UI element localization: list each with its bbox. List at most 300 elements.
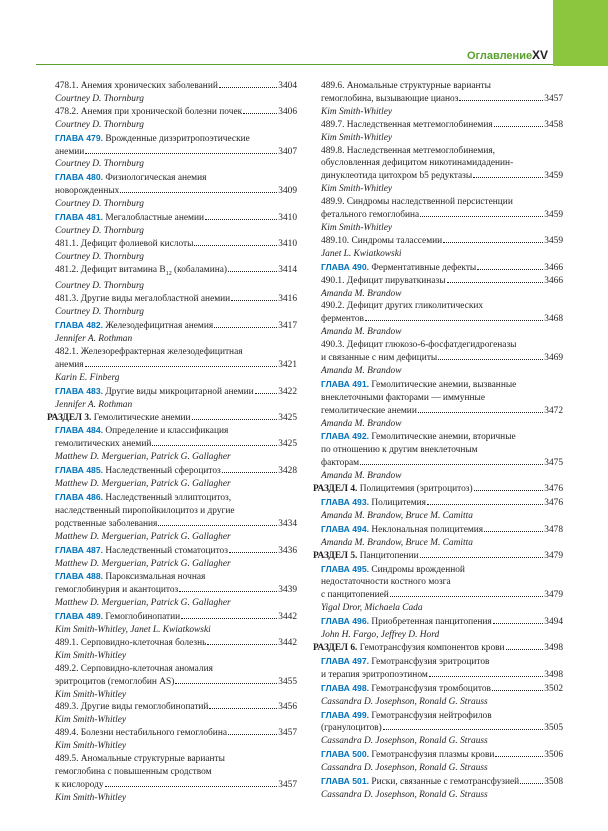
toc-page-number: 3439 <box>278 585 297 596</box>
toc-entry[interactable] <box>313 339 563 365</box>
toc-entry-line <box>55 106 297 119</box>
dot-leader <box>495 756 543 757</box>
dot-leader <box>473 177 543 178</box>
toc-entry-line <box>321 444 563 457</box>
toc-page-number: 3466 <box>544 262 563 273</box>
toc-entry-title: анемии <box>55 146 85 157</box>
toc-entry[interactable] <box>47 293 297 306</box>
dot-leader <box>243 113 277 114</box>
toc-entry-title: ГЛАВА 489. Гемоглобинопатии <box>55 611 181 623</box>
toc-author: Kim Smith-Whitley <box>321 106 393 117</box>
toc-page-number: 3498 <box>544 642 563 653</box>
toc-page-number: 3442 <box>278 637 297 648</box>
toc-entry-title: ГЛАВА 479. Врожденные дизэритропоэтические <box>55 132 250 144</box>
toc-entry-title: и терапия эритропоэтином <box>321 669 428 680</box>
toc-entry[interactable] <box>313 563 563 603</box>
toc-page-number: 3468 <box>544 314 563 325</box>
toc-entry-title: 489.2. Серповидно-клеточная аномалия <box>55 663 213 674</box>
toc-author: Kim Smith-Whitley <box>55 715 127 726</box>
toc-entry-line <box>321 196 563 209</box>
dot-leader <box>494 126 544 127</box>
toc-entry-title: ГЛАВА 485. Наследственный сфероцитоз <box>55 465 221 477</box>
toc-entry-line <box>55 146 297 159</box>
toc-author: Courtney D. Thornburg <box>55 225 144 236</box>
toc-entry-title: 489.8. Наследственная метгемоглобинемия, <box>321 145 495 156</box>
toc-entry-line <box>321 313 563 326</box>
toc-entry[interactable] <box>313 300 563 326</box>
toc-entry-line <box>313 550 563 563</box>
toc-entry[interactable] <box>313 709 563 736</box>
toc-entry-title: фетального гемоглобина <box>321 210 420 221</box>
toc-page-number: 3457 <box>278 728 297 739</box>
chapter-label: ГЛАВА 498. <box>321 682 372 693</box>
toc-entry-title: эритроцитов (гемоглобин AS) <box>55 676 175 687</box>
toc-entry[interactable] <box>47 80 297 93</box>
toc-entry-title: ГЛАВА 494. Неклональная полицитемия <box>321 523 484 535</box>
chapter-label: ГЛАВА 492. <box>321 431 372 442</box>
chapter-label: ГЛАВА 479. <box>55 132 106 143</box>
toc-entry-line <box>321 576 563 589</box>
toc-author: Yigal Dror, Michaela Cada <box>321 603 423 614</box>
chapter-label: ГЛАВА 482. <box>55 320 106 331</box>
toc-entry[interactable] <box>313 496 563 510</box>
dot-leader <box>222 472 278 473</box>
toc-entry[interactable] <box>47 264 297 281</box>
toc-author: Matthew D. Merguerian, Patrick G. Gallagher <box>55 479 231 490</box>
toc-author: Amanda M. Brandow <box>321 365 402 376</box>
toc-entry-title: ГЛАВА 488. Пароксизмальная ночная <box>55 571 206 583</box>
toc-author: Kim Smith-Whitley <box>55 741 127 752</box>
dot-leader <box>420 557 544 558</box>
toc-section[interactable] <box>47 412 297 425</box>
chapter-label: ГЛАВА 489. <box>55 611 106 622</box>
toc-entry[interactable] <box>47 570 297 597</box>
toc-entry[interactable] <box>313 196 563 222</box>
toc-entry-line <box>321 170 563 183</box>
toc-page-number: 3459 <box>544 235 563 246</box>
dot-leader <box>477 269 543 270</box>
chapter-label: ГЛАВА 483. <box>55 385 106 396</box>
toc-page-number: 3404 <box>278 81 297 91</box>
toc-author: Kim Smith-Whitley <box>321 222 393 233</box>
toc-entry-title: наследственный пиропойкилоцитоз и другие <box>55 505 235 516</box>
toc-author: Matthew D. Merguerian, Patrick G. Gallagher <box>55 531 231 542</box>
toc-entry-line <box>55 753 297 766</box>
toc-entry[interactable] <box>313 378 563 418</box>
dot-leader <box>229 552 277 553</box>
toc-entry[interactable] <box>47 663 297 689</box>
toc-entry-title: 489.6. Аномальные структурные варианты <box>321 81 491 91</box>
toc-entry-title: 489.3. Другие виды гемоглобинопатий <box>55 702 209 713</box>
section-label: РАЗДЕЛ 6. <box>313 642 360 653</box>
toc-section[interactable] <box>313 642 563 655</box>
toc-author: Amanda M. Brandow <box>321 471 402 482</box>
toc-entry[interactable] <box>313 682 563 696</box>
chapter-label: ГЛАВА 500. <box>321 749 372 760</box>
toc-author: Cassandra D. Josephson, Ronald G. Strauss <box>321 736 488 747</box>
dot-leader <box>429 676 543 677</box>
section-label: РАЗДЕЛ 3. <box>47 412 94 423</box>
toc-entry-line <box>55 779 297 792</box>
dot-leader <box>443 242 543 243</box>
dot-leader <box>214 327 277 328</box>
toc-author: Jennifer A. Rothman <box>55 334 133 345</box>
chapter-label: ГЛАВА 497. <box>321 655 372 666</box>
dot-leader <box>209 708 277 709</box>
toc-entry-line <box>321 80 563 93</box>
toc-author: Courtney D. Thornburg <box>55 159 144 170</box>
toc-entry-line <box>321 682 563 696</box>
toc-author: Kim Smith-Whitley <box>55 792 127 803</box>
toc-entry[interactable] <box>313 145 563 184</box>
toc-entry-line <box>55 438 297 451</box>
toc-entry[interactable] <box>47 727 297 740</box>
toc-entry-line <box>321 615 563 629</box>
toc-entry-title: ГЛАВА 499. Гемотрансфузия нейтрофилов <box>321 709 492 721</box>
toc-page-number: 3505 <box>544 723 563 734</box>
chapter-label: ГЛАВА 493. <box>321 497 372 507</box>
chapter-label: ГЛАВА 488. <box>55 571 106 582</box>
dot-leader <box>120 192 277 193</box>
chapter-label: ГЛАВА 481. <box>55 212 106 223</box>
toc-entry[interactable] <box>47 319 297 333</box>
toc-entry-line <box>321 748 563 762</box>
chapter-label: ГЛАВА 480. <box>55 172 106 183</box>
toc-author: Kim Smith-Whitley <box>55 689 127 700</box>
dot-leader <box>383 729 544 730</box>
toc-entry-title: ГЛАВА 481. Мегалобластные анемии <box>55 212 204 224</box>
toc-entry-title: ГЛАВА 483. Другие виды микроцитарной анемии <box>55 385 254 397</box>
chapter-label: ГЛАВА 485. <box>55 465 106 476</box>
section-label: РАЗДЕЛ 4. <box>313 484 360 495</box>
chapter-label: ГЛАВА 494. <box>321 523 372 534</box>
toc-page-number: 3422 <box>278 386 297 397</box>
toc-entry[interactable] <box>47 211 297 225</box>
toc-entry[interactable] <box>313 261 563 275</box>
toc-page-number: 3421 <box>278 359 297 370</box>
dot-leader <box>360 464 543 465</box>
toc-entry-line <box>321 655 563 669</box>
toc-entry-title: 490.3. Дефицит глюкозо-6-фосфатдегидрогеназы <box>321 340 517 351</box>
toc-entry-title: 489.5. Аномальные структурные варианты <box>55 754 225 765</box>
toc-entry-line <box>321 235 563 248</box>
toc-entry-title: ГЛАВА 487. Наследственный стоматоцитоз <box>55 544 228 556</box>
toc-entry-title: РАЗДЕЛ 6. Гемотрансфузия компонентов крови <box>313 642 505 653</box>
toc-author: Matthew D. Merguerian, Patrick G. Gallagher <box>55 558 231 569</box>
toc-entry-line <box>55 464 297 478</box>
toc-entry-line <box>321 93 563 106</box>
section-label: РАЗДЕЛ 5. <box>313 550 360 561</box>
toc-page-number: 3410 <box>278 213 297 224</box>
toc-author: Amanda M. Brandow, Bruce M. Camitta <box>321 537 473 548</box>
toc-entry[interactable] <box>47 106 297 119</box>
toc-entry-title: 490.1. Дефицит пируваткиназы <box>321 275 446 286</box>
dot-leader <box>231 300 277 301</box>
toc-page-number: 3425 <box>278 412 297 423</box>
toc-entry-title: гемоглобина, вызывающие цианоз <box>321 93 459 104</box>
dot-leader <box>493 623 544 624</box>
toc-entry-title: ГЛАВА 501. Риски, связанные с гемотрансфузией <box>321 776 520 788</box>
dot-leader <box>484 531 543 532</box>
toc-author: Karin E. Finberg <box>55 372 120 383</box>
toc-entry[interactable] <box>313 80 563 106</box>
toc-author: Cassandra D. Josephson, Ronald G. Strauss <box>321 763 488 774</box>
toc-section[interactable] <box>313 483 563 496</box>
toc-page-number: 3434 <box>278 518 297 529</box>
toc-entry-line <box>321 209 563 222</box>
toc-entry[interactable] <box>47 544 297 558</box>
toc-entry-title: 478.2. Анемия при хронической болезни почек <box>55 106 243 117</box>
toc-entry-line <box>55 518 297 531</box>
toc-entry-line <box>321 722 563 735</box>
toc-page-number: 3457 <box>278 779 297 790</box>
toc-entry-line <box>55 584 297 597</box>
toc-page-number: 3410 <box>278 238 297 249</box>
dot-leader <box>192 419 278 420</box>
toc-page-number: 3436 <box>278 545 297 556</box>
toc-author: Amanda M. Brandow <box>321 288 402 299</box>
toc-entry-title: 489.4. Болезни нестабильного гемоглобина <box>55 728 227 739</box>
toc-entry-title: 489.7. Наследственная метгемоглобинемия <box>321 119 493 130</box>
toc-entry-title: ГЛАВА 480. Физиологическая анемия <box>55 172 207 184</box>
toc-page-number: 3442 <box>278 612 297 623</box>
toc-page-number: 3416 <box>278 294 297 305</box>
toc-page-number: 3425 <box>278 439 297 450</box>
toc-entry[interactable] <box>313 430 563 470</box>
running-header-title: Оглавление <box>467 50 533 62</box>
toc-entry[interactable] <box>47 238 297 251</box>
dot-leader <box>390 596 543 597</box>
toc-entry-line <box>321 405 563 418</box>
dot-leader <box>506 649 544 650</box>
toc-entry-line <box>55 171 297 185</box>
dot-leader <box>105 786 278 787</box>
dot-leader <box>207 644 277 645</box>
toc-page-number: 3508 <box>544 777 563 788</box>
toc-entry[interactable] <box>47 346 297 372</box>
toc-entry-line <box>321 563 563 577</box>
chapter-label: ГЛАВА 484. <box>55 425 106 436</box>
toc-entry[interactable] <box>313 775 563 789</box>
toc-entry-title: ГЛАВА 493. Полицитемия <box>321 497 426 508</box>
toc-entry-line <box>321 430 563 444</box>
toc-entry-line <box>55 701 297 714</box>
dot-leader <box>219 87 277 88</box>
chapter-color-tab <box>553 0 608 66</box>
toc-entry-title: ферментов <box>321 314 364 325</box>
toc-page-number: 3478 <box>544 524 563 535</box>
toc-entry[interactable] <box>47 132 297 159</box>
toc-entry-line <box>321 669 563 682</box>
toc-entry-line <box>321 145 563 158</box>
toc-entry-line <box>321 378 563 392</box>
toc-entry-title: обусловленная дефицитом никотинамидаденин- <box>321 158 514 169</box>
toc-page-number: 3476 <box>544 498 563 508</box>
toc-page-number: 3479 <box>544 590 563 601</box>
toc-entry-title: ГЛАВА 498. Гемотрансфузия тромбоцитов <box>321 682 491 694</box>
toc-entry[interactable] <box>313 655 563 682</box>
toc-entry-title: ГЛАВА 490. Ферментативные дефекты <box>321 261 477 273</box>
toc-entry[interactable] <box>313 235 563 248</box>
toc-entry-title: 489.1. Серповидно-клеточная болезнь <box>55 637 207 648</box>
dot-leader <box>194 245 277 246</box>
toc-entry-title: гемолитические анемии <box>321 405 417 416</box>
toc-page-number: 3498 <box>544 669 563 680</box>
toc-author: Amanda M. Brandow, Bruce M. Camitta <box>321 510 473 521</box>
toc-entry-title: ГЛАВА 482. Железодефицитная анемия <box>55 320 214 332</box>
toc-entry-title: к кислороду <box>55 779 104 790</box>
toc-entry-line <box>55 264 297 281</box>
dot-leader <box>520 783 543 784</box>
toc-page-number: 3456 <box>278 702 297 713</box>
toc-entry-title: недостаточности костного мозга <box>321 577 451 588</box>
toc-entry-line <box>55 424 297 438</box>
toc-entry-line <box>313 642 563 655</box>
toc-author: Courtney D. Thornburg <box>55 251 144 262</box>
toc-entry[interactable] <box>47 610 297 624</box>
toc-page-number: 3459 <box>544 171 563 182</box>
toc-entry-line <box>55 570 297 584</box>
toc-entry-line <box>321 119 563 132</box>
toc-entry-title: ГЛАВА 492. Гемолитические анемии, вторичные <box>321 431 516 443</box>
toc-page-number: 3457 <box>544 93 563 104</box>
toc-entry-title: внеклеточными факторами — иммунные <box>321 392 485 403</box>
toc-entry-title: РАЗДЕЛ 5. Панцитопении <box>313 550 419 561</box>
toc-entry[interactable] <box>47 753 297 792</box>
toc-entry-line <box>55 727 297 740</box>
chapter-label: ГЛАВА 501. <box>321 776 372 787</box>
toc-entry-line <box>55 132 297 146</box>
toc-entry-title: и связанные с ним дефициты <box>321 353 438 364</box>
toc-page-number: 3466 <box>544 275 563 286</box>
toc-author: Amanda M. Brandow <box>321 418 402 429</box>
chapter-label: ГЛАВА 486. <box>55 491 106 502</box>
toc-author: Courtney D. Thornburg <box>55 281 144 292</box>
toc-entry[interactable] <box>313 119 563 132</box>
toc-entry-line <box>55 544 297 558</box>
dot-leader <box>459 100 543 101</box>
toc-entry-line <box>55 676 297 689</box>
toc-author: Cassandra D. Josephson, Ronald G. Strauss <box>321 789 488 800</box>
toc-entry-line <box>55 346 297 359</box>
toc-entry[interactable] <box>47 424 297 451</box>
dot-leader <box>420 216 543 217</box>
chapter-label: ГЛАВА 487. <box>55 544 106 555</box>
toc-column-left <box>47 80 297 805</box>
toc-page-number: 3455 <box>278 676 297 687</box>
toc-page-number: 3406 <box>278 106 297 117</box>
dot-leader <box>179 591 277 592</box>
toc-author: Janet L. Kwiatkowski <box>321 248 402 259</box>
toc-author: Kim Smith-Whitley <box>55 650 127 661</box>
toc-entry[interactable] <box>47 701 297 714</box>
toc-entry-title: родственные заболевания <box>55 518 158 529</box>
toc-entry-line <box>55 211 297 225</box>
toc-entry-title: новорожденных <box>55 186 120 197</box>
toc-entry[interactable] <box>47 491 297 531</box>
toc-page-number: 3502 <box>544 683 563 694</box>
toc-entry-title: гемоглобинурия и акантоцитоз <box>55 585 179 596</box>
toc-entry[interactable] <box>47 385 297 399</box>
toc-entry-title: динуклеотида цитохром b5 редуктазы <box>321 171 473 182</box>
toc-entry-line <box>47 412 297 425</box>
toc-author: Matthew D. Merguerian, Patrick G. Gallagher <box>55 452 231 463</box>
toc-entry-line <box>55 637 297 650</box>
dot-leader <box>492 690 543 691</box>
toc-entry-title: ГЛАВА 497. Гемотрансфузия эритроцитов <box>321 655 490 667</box>
toc-entry-title: гемоглобина с повышенным сродством <box>55 767 212 777</box>
chapter-label: ГЛАВА 491. <box>321 378 372 389</box>
toc-entry-title: ГЛАВА 496. Приобретенная панцитопения <box>321 616 492 628</box>
dot-leader <box>474 490 544 491</box>
toc-entry[interactable] <box>47 464 297 478</box>
dot-leader <box>418 412 543 413</box>
toc-entry-title: гемолитических анемий <box>55 439 152 450</box>
toc-entry-line <box>55 80 297 93</box>
toc-entry-title: 489.9. Синдромы наследственной персистенции <box>321 197 513 208</box>
toc-entry-title: анемия <box>55 359 84 370</box>
toc-entry-title: 481.2. Дефицит витамина $B_{12}$ (кобаламина) <box>55 264 228 277</box>
toc-entry-line <box>55 359 297 372</box>
toc-entry-line <box>321 300 563 313</box>
dot-leader <box>228 271 277 272</box>
dot-leader <box>255 393 278 394</box>
toc-entry-title: 490.2. Дефицит других гликолитических <box>321 301 484 312</box>
toc-page-number: 3409 <box>278 186 297 197</box>
chapter-label: ГЛАВА 496. <box>321 616 372 627</box>
toc-entry-title: факторам <box>321 458 360 469</box>
toc-entry-title: 481.1. Дефицит фолиевой кислоты <box>55 238 194 249</box>
chapter-label: ГЛАВА 495. <box>321 563 372 574</box>
toc-entry-line <box>55 491 297 505</box>
toc-entry-line <box>55 505 297 518</box>
toc-author: Kim Smith-Whitley <box>321 132 393 143</box>
toc-entry[interactable] <box>313 748 563 762</box>
toc-entry-line <box>321 261 563 275</box>
toc-entry[interactable] <box>313 275 563 288</box>
toc-page-number: 3428 <box>278 466 297 477</box>
toc-page-number: 3472 <box>544 405 563 416</box>
toc-entry-line <box>321 709 563 723</box>
toc-author: Amanda M. Brandow <box>321 327 402 338</box>
toc-section[interactable] <box>313 550 563 563</box>
toc-entry-line <box>321 157 563 170</box>
toc-entry[interactable] <box>313 523 563 537</box>
toc-author: Jennifer A. Rothman <box>55 399 133 410</box>
toc-page-number: 3506 <box>544 750 563 761</box>
toc-entry-title: 489.10. Синдромы талассемии <box>321 235 443 246</box>
page-number: XV <box>532 48 549 62</box>
toc-column-right <box>313 80 563 802</box>
toc-author: Cassandra D. Josephson, Ronald G. Strauss <box>321 696 488 707</box>
toc-author: Courtney D. Thornburg <box>55 93 144 104</box>
toc-entry-line <box>55 385 297 399</box>
toc-entry-line <box>55 319 297 333</box>
toc-entry-title: РАЗДЕЛ 3. Гемолитические анемии <box>47 412 191 423</box>
toc-page-number: 3479 <box>544 550 563 561</box>
toc-author: John H. Fargo, Jeffrey D. Hord <box>321 630 440 641</box>
toc-author: Courtney D. Thornburg <box>55 199 144 210</box>
toc-author: Matthew D. Merguerian, Patrick G. Gallagher <box>55 598 231 609</box>
toc-entry[interactable] <box>47 637 297 650</box>
toc-entry-title: ГЛАВА 491. Гемолитические анемии, вызванные <box>321 378 517 390</box>
toc-entry-line <box>321 496 563 510</box>
toc-entry[interactable] <box>313 615 563 629</box>
toc-entry[interactable] <box>47 171 297 198</box>
toc-entry-line <box>55 610 297 624</box>
toc-entry-line <box>321 339 563 352</box>
toc-page-number: 3417 <box>278 321 297 332</box>
